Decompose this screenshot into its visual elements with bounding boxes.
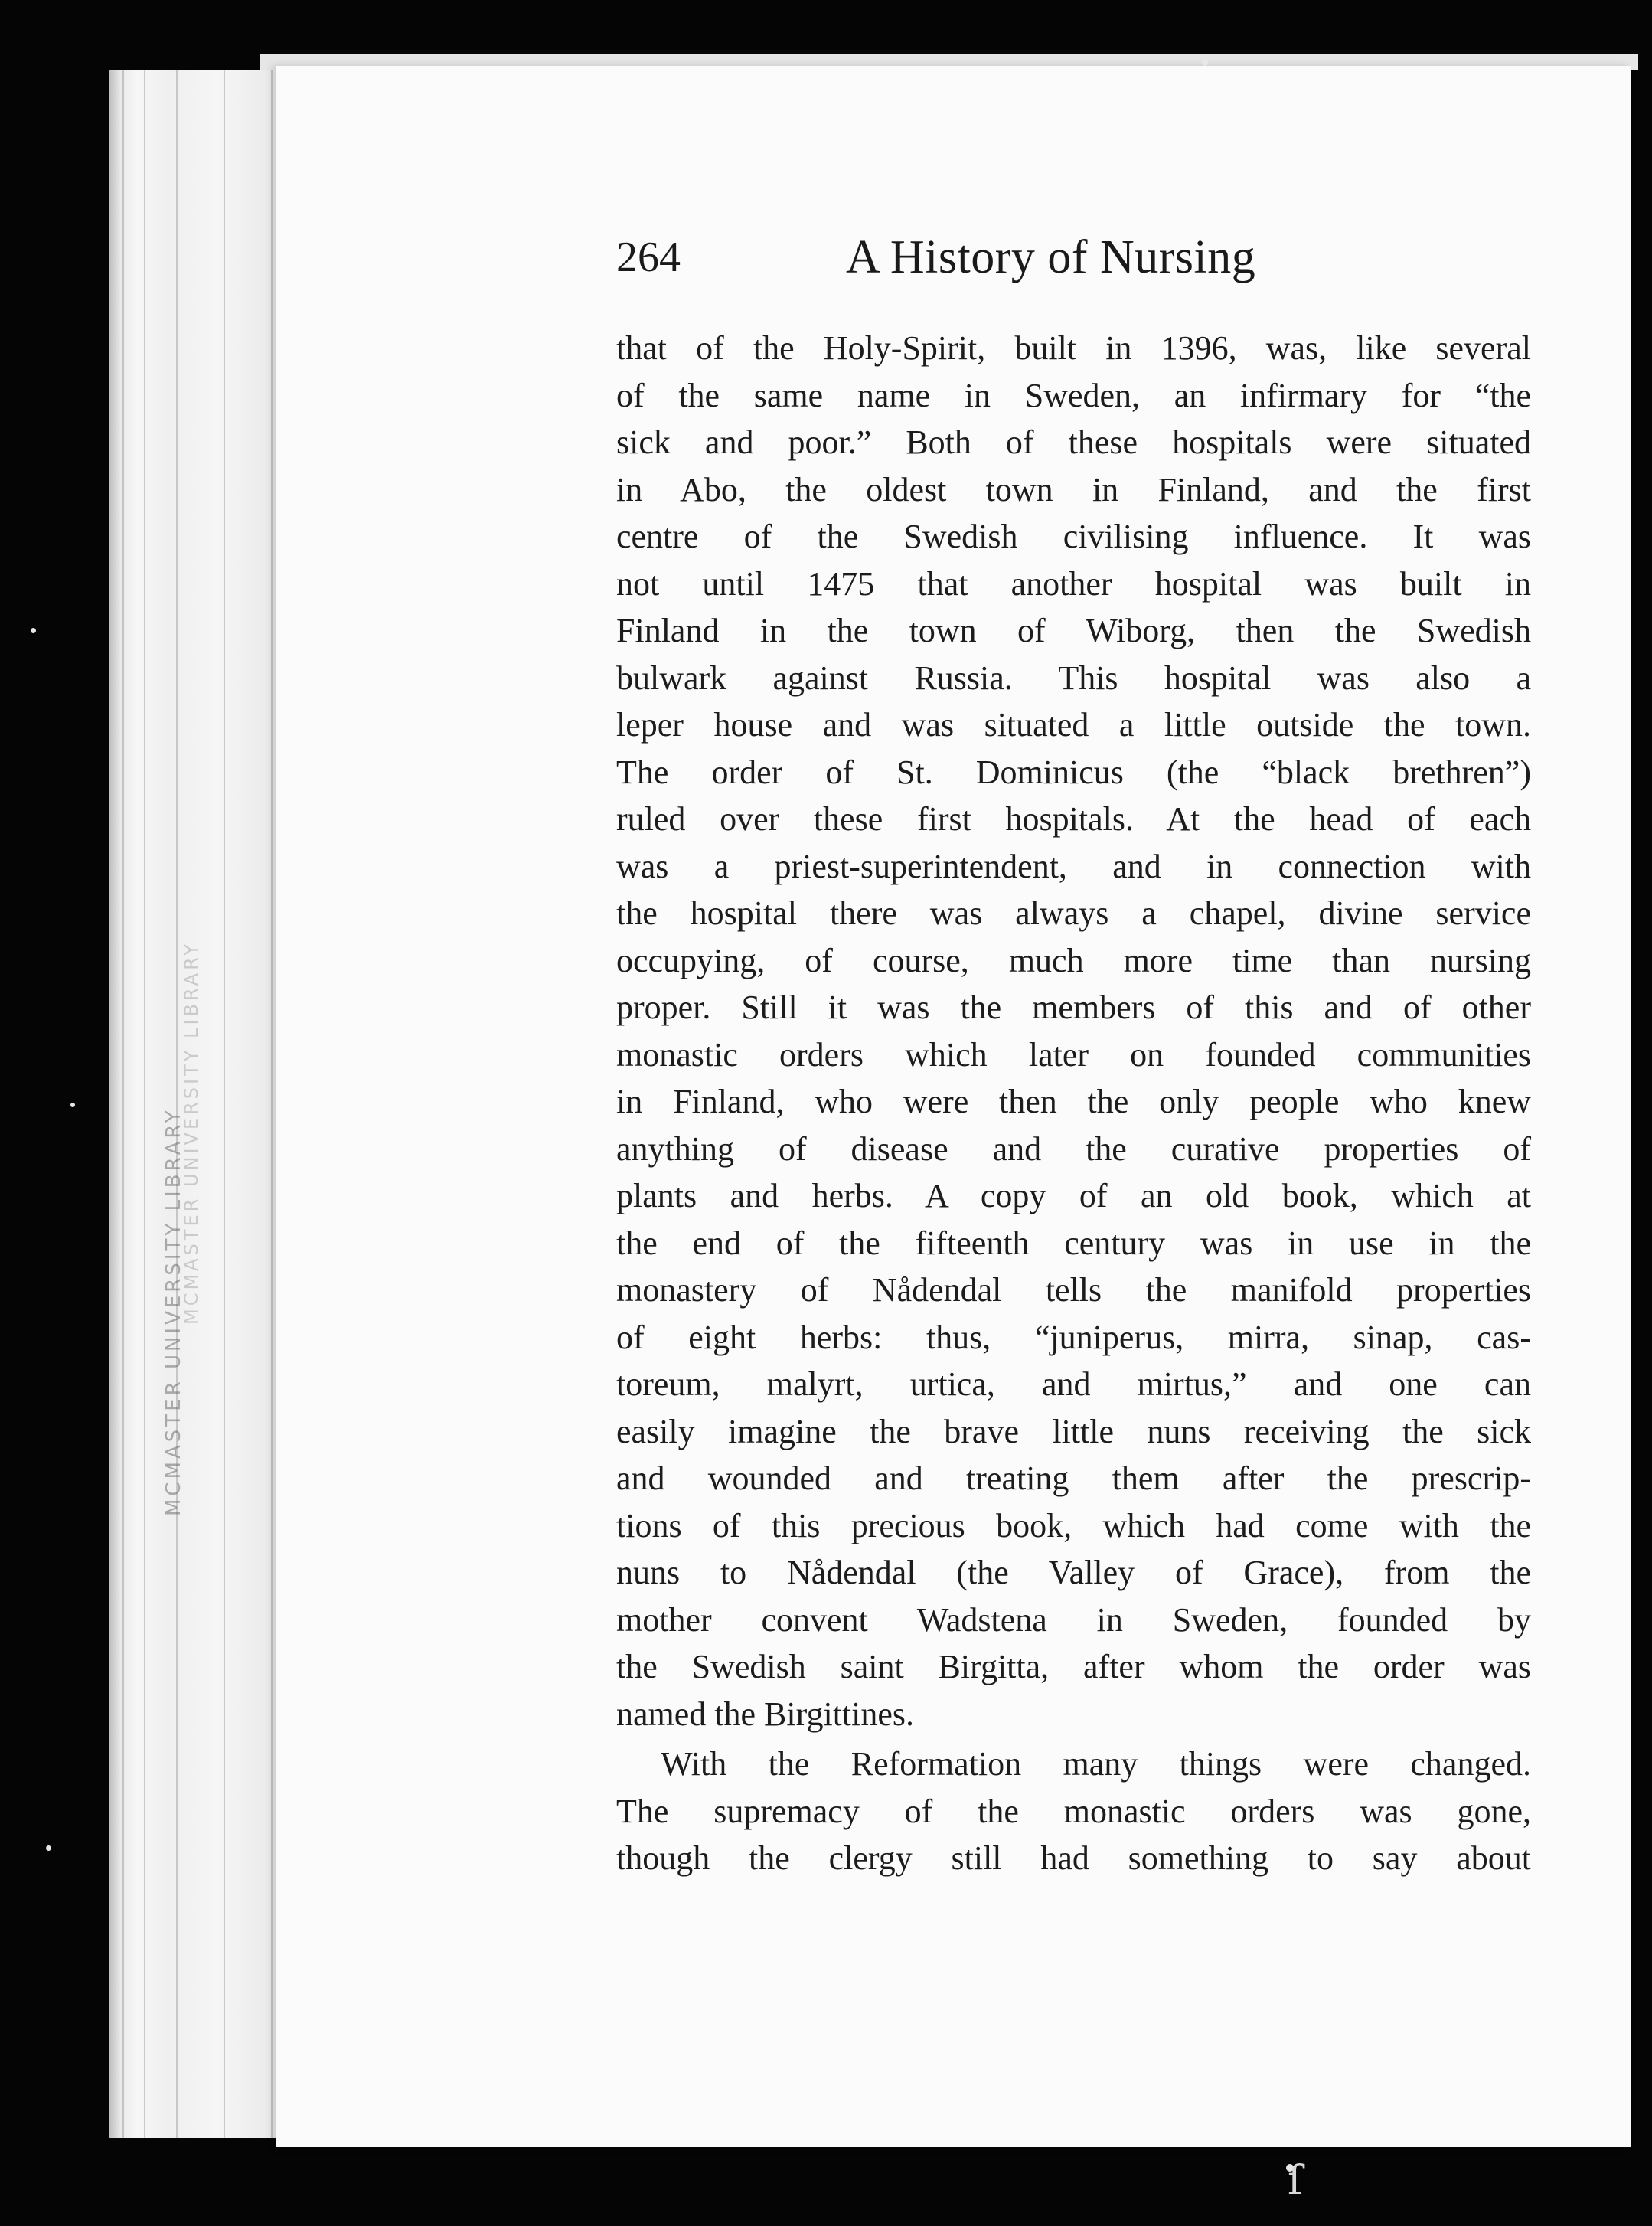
text-line: tions of this precious book, which had come with the <box>616 1506 1531 1544</box>
text-line: anything of disease and the curative properties of <box>616 1129 1531 1168</box>
text-line: plants and herbs. A copy of an old book, which at <box>616 1177 1531 1214</box>
text-line: centre of the Swedish civilising influence. It was <box>616 518 1531 555</box>
page-edge-line <box>271 70 273 2138</box>
text-line: bulwark against Russia. This hospital was also a <box>616 659 1531 697</box>
body-text <box>616 325 1531 1882</box>
text-line: in Finland, who were then the only people who knew <box>616 1083 1531 1120</box>
text-line: and wounded and treating them after the prescrip- <box>616 1459 1531 1497</box>
text-line: mother convent Wadstena in Sweden, founded by <box>616 1600 1531 1639</box>
text-line: The order of St. Dominicus (the “black brethren”) <box>616 753 1531 791</box>
text-line: With the Reformation many things were changed. <box>661 1745 1531 1783</box>
text-line: occupying, of course, much more time than nursing <box>616 941 1531 979</box>
text-line: though the clergy still had something to say about <box>616 1839 1531 1877</box>
text-line: the end of the fifteenth century was in use in the <box>616 1224 1531 1262</box>
text-line: ruled over these first hospitals. At the head of each <box>616 800 1531 838</box>
paragraph-2 <box>616 1741 1531 1882</box>
page-number: 264 <box>616 234 681 281</box>
text-line: the hospital there was always a chapel, divine service <box>616 894 1531 932</box>
text-line: Finland in the town of Wiborg, then the Swedish <box>616 612 1531 649</box>
text-line: was a priest-superintendent, and in connection with <box>616 847 1531 885</box>
page-header <box>616 227 1531 288</box>
text-line: the Swedish saint Birgitta, after whom the order was <box>616 1648 1531 1685</box>
scan-mark: ſ <box>1288 2158 1303 2204</box>
text-line: of eight herbs: thus, “juniperus, mirra, sinap, cas- <box>616 1318 1531 1356</box>
dust-speck <box>31 628 36 633</box>
page-edge-line <box>144 70 145 2138</box>
text-line: toreum, malyrt, urtica, and mirtus,” and one can <box>616 1365 1531 1403</box>
text-line: easily imagine the brave little nuns receiving the sick <box>616 1412 1531 1450</box>
dust-speck <box>1202 60 1208 66</box>
text-line: The supremacy of the monastic orders was gone, <box>616 1792 1531 1830</box>
library-stamp: MCMASTER UNIVERSITY LIBRARY <box>162 1107 185 1516</box>
text-line: monastic orders which later on founded communities <box>616 1035 1531 1074</box>
text-line: named the Birgittines. <box>616 1695 915 1733</box>
library-stamp-faint: MCMASTER UNIVERSITY LIBRARY <box>181 941 202 1325</box>
text-line: that of the Holy-Spirit, built in 1396, was, like several <box>616 329 1531 367</box>
text-line: monastery of Nådendal tells the manifold properties <box>616 1271 1531 1309</box>
text-line: proper. Still it was the members of this and of other <box>616 989 1531 1026</box>
text-line: nuns to Nådendal (the Valley of Grace), from the <box>616 1554 1531 1591</box>
text-line: of the same name in Sweden, an infirmary for “the <box>616 376 1531 414</box>
page-edge-line <box>122 70 124 2138</box>
text-line: in Abo, the oldest town in Finland, and the first <box>616 470 1531 508</box>
text-line: sick and poor.” Both of these hospitals were situated <box>616 423 1531 461</box>
paragraph-1 <box>616 325 1531 1737</box>
running-title: A History of Nursing <box>846 231 1256 283</box>
dust-speck <box>70 1103 75 1107</box>
text-line: leper house and was situated a little outside the town. <box>616 706 1531 744</box>
text-line: not until 1475 that another hospital was built in <box>616 564 1531 603</box>
dust-speck <box>46 1845 51 1851</box>
